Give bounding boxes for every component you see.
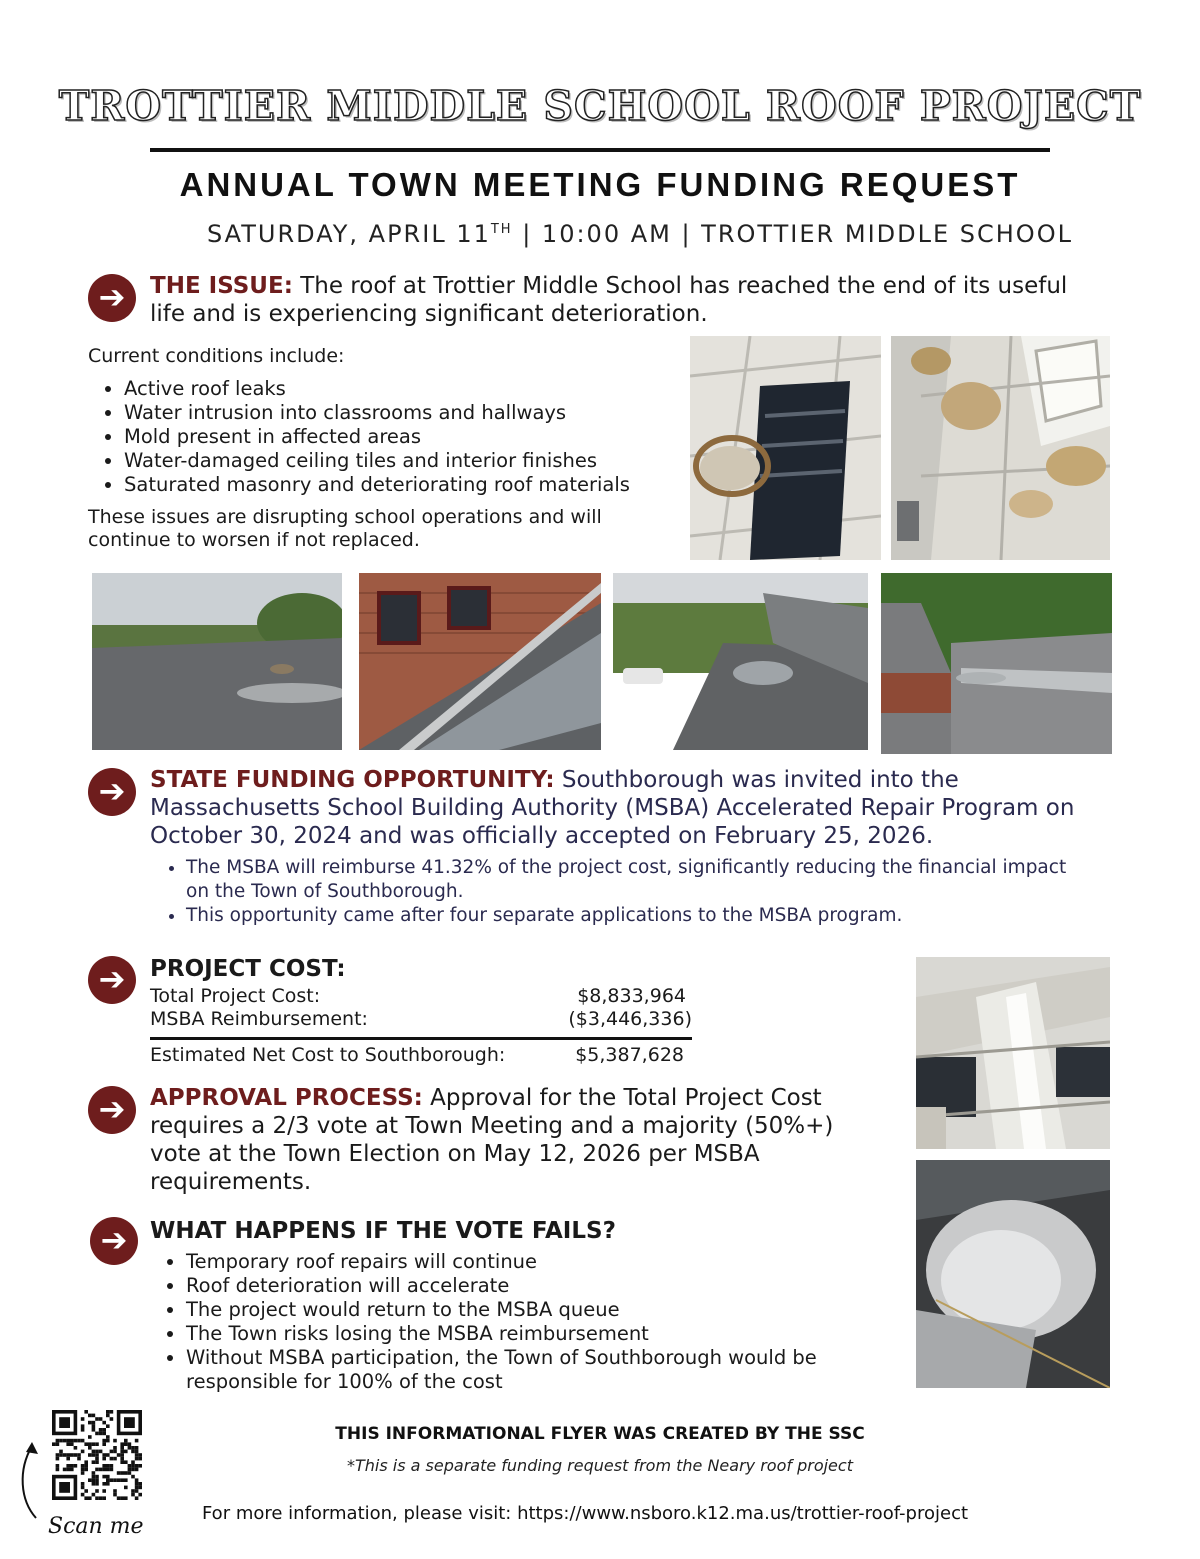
flat-roof-photo-2 bbox=[359, 573, 601, 750]
conditions-label: Current conditions include: bbox=[88, 345, 345, 367]
list-item: • Water-damaged ceiling tiles and interior finishes bbox=[124, 449, 688, 473]
fails-list bbox=[150, 1250, 860, 1394]
arrow-right-icon: ➔ bbox=[88, 956, 136, 1004]
approval-text: Approval for the Total Project Cost requires a 2/3 vote at Town Meeting and a majority (50%+) vote at the Town Election on May 12, 2026 per MSBA requirements. bbox=[150, 1085, 834, 1195]
net-cost-label: Estimated Net Cost to Southborough: bbox=[150, 1044, 506, 1066]
ceiling-leak-photo-2 bbox=[891, 336, 1110, 560]
list-item: • Temporary roof repairs will continue bbox=[186, 1250, 860, 1274]
footer-note: *This is a separate funding request from the Neary roof project bbox=[347, 1456, 853, 1475]
table-row bbox=[150, 1044, 692, 1067]
issue-closing: These issues are disrupting school operations and will continue to worsen if not replaced. bbox=[88, 506, 602, 551]
ceiling-light-photo bbox=[916, 957, 1110, 1149]
funding-bullets bbox=[150, 856, 1070, 928]
list-item: • The Town risks losing the MSBA reimbursement bbox=[186, 1322, 860, 1346]
ceiling-leak-photo-1 bbox=[690, 336, 881, 560]
fails-heading: WHAT HAPPENS IF THE VOTE FAILS? bbox=[150, 1218, 616, 1244]
arrow-right-icon: ➔ bbox=[88, 274, 136, 322]
qr-code[interactable] bbox=[44, 1403, 150, 1507]
list-item: • This opportunity came after four separate applications to the MSBA program. bbox=[186, 904, 1070, 928]
list-item: • The project would return to the MSBA queue bbox=[186, 1298, 860, 1322]
cost-divider bbox=[150, 1037, 692, 1040]
net-cost-value: $5,387,628 bbox=[575, 1044, 684, 1066]
cost-value: ($3,446,336) bbox=[568, 1008, 692, 1030]
date-ordinal: TH bbox=[490, 222, 513, 237]
flat-roof-photo-1 bbox=[92, 573, 342, 750]
list-item: • Active roof leaks bbox=[124, 377, 688, 401]
footer-credit: THIS INFORMATIONAL FLYER WAS CREATED BY THE SSC bbox=[335, 1424, 865, 1444]
cost-value: $8,833,964 bbox=[577, 985, 686, 1007]
list-item: • Mold present in affected areas bbox=[124, 425, 688, 449]
scan-me-label: Scan me bbox=[48, 1514, 144, 1539]
list-item: • Saturated masonry and deteriorating roof materials bbox=[124, 473, 688, 497]
date-text: SATURDAY, APRIL 11 bbox=[207, 220, 491, 248]
flat-roof-photo-3 bbox=[613, 573, 868, 750]
table-row bbox=[150, 985, 692, 1008]
issue-heading: THE ISSUE: bbox=[150, 273, 293, 299]
list-item: • Roof deterioration will accelerate bbox=[186, 1274, 860, 1298]
cost-heading: PROJECT COST: bbox=[150, 956, 346, 982]
time-location-text: | 10:00 AM | TROTTIER MIDDLE SCHOOL bbox=[512, 220, 1073, 248]
list-item: • The MSBA will reimburse 41.32% of the project cost, significantly reducing the financial impact on the Town of Southborough. bbox=[186, 856, 1070, 904]
approval-lead bbox=[150, 1084, 870, 1196]
subtitle: ANNUAL TOWN MEETING FUNDING REQUEST bbox=[179, 166, 1021, 203]
list-item: • Without MSBA participation, the Town of Southborough would be responsible for 100% of the cost bbox=[186, 1346, 860, 1394]
table-row bbox=[150, 1008, 692, 1031]
list-item: • Water intrusion into classrooms and hallways bbox=[124, 401, 688, 425]
arrow-right-icon: ➔ bbox=[88, 1086, 136, 1134]
cost-label: MSBA Reimbursement: bbox=[150, 1008, 368, 1030]
arrow-right-icon: ➔ bbox=[88, 768, 136, 816]
pitched-roof-photo bbox=[881, 573, 1112, 754]
conditions-list bbox=[88, 377, 688, 497]
arrow-right-icon: ➔ bbox=[90, 1217, 138, 1265]
event-dateline bbox=[207, 220, 1073, 248]
ceiling-duct-photo bbox=[916, 1160, 1110, 1388]
issue-lead bbox=[150, 272, 1100, 328]
issue-text: The roof at Trottier Middle School has reached the end of its useful life and is experiencing significant deterioration. bbox=[150, 273, 1068, 327]
footer-info-link[interactable]: For more information, please visit: https://www.nsboro.k12.ma.us/trottier-roof-project bbox=[201, 1503, 969, 1524]
approval-heading: APPROVAL PROCESS: bbox=[150, 1085, 423, 1111]
cost-label: Total Project Cost: bbox=[150, 985, 321, 1007]
cost-table bbox=[150, 985, 692, 1067]
funding-lead bbox=[150, 766, 1110, 850]
title-divider bbox=[150, 148, 1050, 152]
funding-heading: STATE FUNDING OPPORTUNITY: bbox=[150, 767, 555, 793]
main-title: TROTTIER MIDDLE SCHOOL ROOF PROJECT bbox=[58, 82, 1142, 130]
funding-text: Southborough was invited into the Massachusetts School Building Authority (MSBA) Accelerated Repair Program on October 30, 2024 and was officially accepted on February 25, 2026. bbox=[150, 767, 1075, 849]
